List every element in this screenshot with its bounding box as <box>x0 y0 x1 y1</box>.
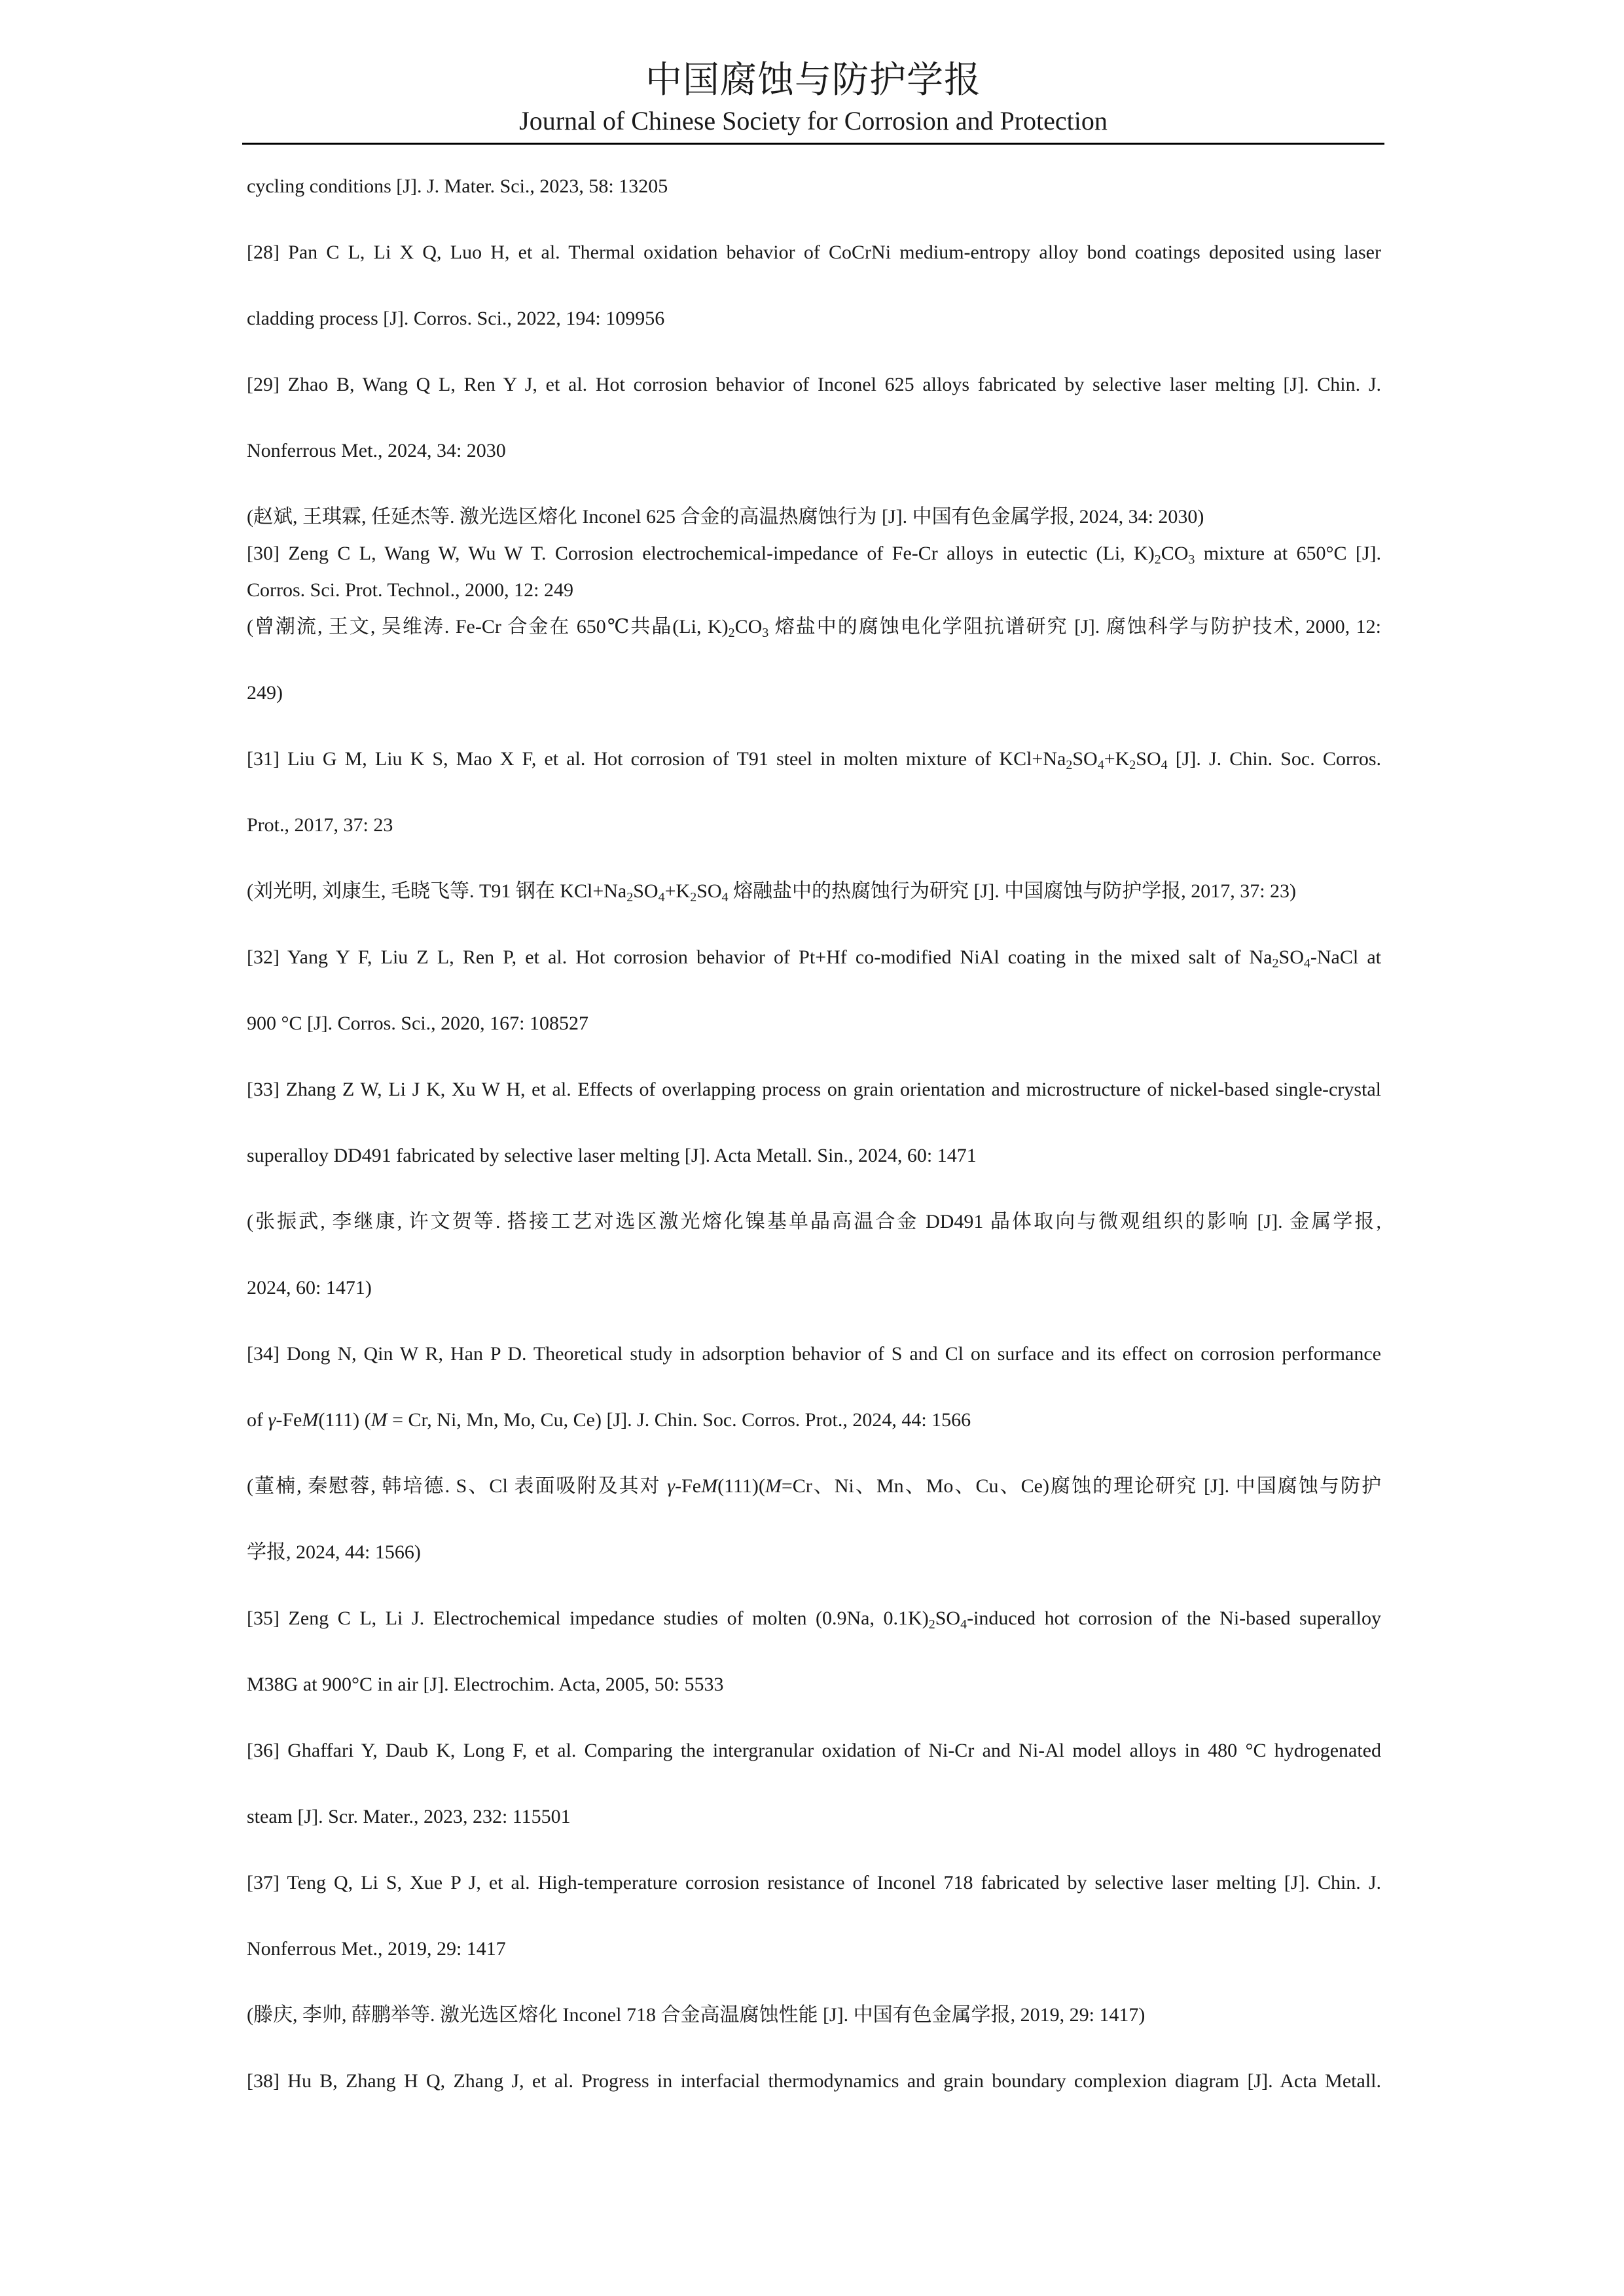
ref-line: Corros. Sci. Prot. Technol., 2000, 12: 249 <box>247 579 573 601</box>
ref-line-chinese: 学报, 2024, 44: 1566) <box>247 1541 421 1563</box>
reference-31 <box>247 744 1381 906</box>
reference-35 <box>247 1604 1381 1699</box>
ref-line: Prot., 2017, 37: 23 <box>247 814 393 836</box>
ref-line: [29] Zhao B, Wang Q L, Ren Y J, et al. Hot corrosion behavior of Inconel 625 alloys fabricated by selective laser melting [J]. Chin. J. <box>247 374 1381 395</box>
ref-line: [37] Teng Q, Li S, Xue P J, et al. High-temperature corrosion resistance of Inconel 718 fabricated by selective laser melting [J]. Chin. J. <box>247 1872 1381 1893</box>
reference-30 <box>247 539 1381 708</box>
ref-line-chinese: (董楠, 秦慰蓉, 韩培德. S、Cl 表面吸附及其对 γ-FeM(111)(M=Cr、Ni、Mn、Mo、Cu、Ce)腐蚀的理论研究 [J]. 中国腐蚀与防护 <box>247 1475 1381 1497</box>
ref-line: superalloy DD491 fabricated by selective laser melting [J]. Acta Metall. Sin., 2024, 60: 1471 <box>247 1145 977 1166</box>
ref-line: cycling conditions [J]. J. Mater. Sci., 2023, 58: 13205 <box>247 175 668 197</box>
ref-line: cladding process [J]. Corros. Sci., 2022, 194: 109956 <box>247 308 665 329</box>
ref-line: [38] Hu B, Zhang H Q, Zhang J, et al. Progress in interfacial thermodynamics and grain boundary complexion diagram [J]. Acta Metall. <box>247 2070 1381 2092</box>
ref-line: steam [J]. Scr. Mater., 2023, 232: 115501 <box>247 1806 571 1827</box>
ref-line-chinese: (刘光明, 刘康生, 毛晓飞等. T91 钢在 $KCl+Na_2SO_4+K_2SO_4$ 熔融盐中的热腐蚀行为研究 [J]. 中国腐蚀与防护学报, 2017, 37: 23) <box>247 880 1297 905</box>
ref-line-chinese: (滕庆, 李帅, 薛鹏举等. 激光选区熔化 Inconel 718 合金高温腐蚀性能 [J]. 中国有色金属学报, 2019, 29: 1417) <box>247 2004 1146 2026</box>
ref-line: [30] Zeng C L, Wang W, Wu W T. Corrosion electrochemical-impedance of Fe-Cr alloys in eutectic (Li, $K)_2CO_3$ mixture at 650°C [J]. <box>247 543 1382 567</box>
journal-title-english: Journal of Chinese Society for Corrosion and Protection <box>519 106 1108 135</box>
page-header <box>242 58 1384 137</box>
ref-line-chinese: 2024, 60: 1471) <box>247 1277 372 1299</box>
ref-line-chinese: (张振武, 李继康, 许文贺等. 搭接工艺对选区激光熔化镍基单晶高温合金 DD491 晶体取向与微观组织的影响 [J]. 金属学报, <box>247 1211 1381 1232</box>
ref-line-chinese: (曾潮流, 王文, 吴维涛. Fe-Cr 合金在 650℃共晶(Li, $K)_2CO_3$ 熔盐中的腐蚀电化学阻抗谱研究 [J]. 腐蚀科学与防护技术, 2000, 12: <box>247 616 1381 640</box>
ref-line: [34] Dong N, Qin W R, Han P D. Theoretical study in adsorption behavior of S and Cl on surface and its effect on corrosion performance <box>247 1343 1381 1365</box>
reference-37 <box>247 1868 1381 2030</box>
ref-line: of γ-FeM(111) (M = Cr, Ni, Mn, Mo, Cu, Ce) [J]. J. Chin. Soc. Corros. Prot., 2024, 44: 1566 <box>247 1409 971 1431</box>
ref-line: Nonferrous Met., 2024, 34: 2030 <box>247 440 506 461</box>
reference-34 <box>247 1339 1381 1567</box>
ref-line: [33] Zhang Z W, Li J K, Xu W H, et al. Effects of overlapping process on grain orientation and microstructure of nickel-based single-crystal <box>247 1079 1381 1100</box>
ref-line: [31] Liu G M, Liu K S, Mao X F, et al. Hot corrosion of T91 steel in molten mixture of $KCl+Na_2SO_4+K_2SO_4$ [J]. J. Chin. Soc. Corros. <box>247 748 1381 772</box>
ref-line: [35] Zeng C L, Li J. Electrochemical impedance studies of molten (0.9Na, $0.1K)_2SO_4$-induced hot corrosion of the Ni-based superalloy <box>247 1607 1381 1632</box>
reference-28 <box>247 238 1381 333</box>
header-rule <box>242 143 1384 145</box>
ref-line: 900 °C [J]. Corros. Sci., 2020, 167: 108527 <box>247 1013 588 1034</box>
reference-27-tail <box>247 171 1381 201</box>
reference-36 <box>247 1736 1381 1831</box>
ref-line: Nonferrous Met., 2019, 29: 1417 <box>247 1938 506 1960</box>
ref-line-chinese: (赵斌, 王琪霖, 任延杰等. 激光选区熔化 Inconel 625 合金的高温热腐蚀行为 [J]. 中国有色金属学报, 2024, 34: 2030) <box>247 506 1204 528</box>
journal-title-chinese: 中国腐蚀与防护学报 <box>645 60 981 101</box>
ref-line: M38G at 900°C in air [J]. Electrochim. Acta, 2005, 50: 5533 <box>247 1674 724 1695</box>
reference-38 <box>247 2066 1381 2096</box>
reference-32 <box>247 942 1381 1038</box>
ref-line: [32] Yang Y F, Liu Z L, Ren P, et al. Hot corrosion behavior of Pt+Hf co-modified NiAl coating in the mixed salt of $Na_2SO_4$-NaCl at <box>247 946 1381 971</box>
reference-list <box>247 171 1381 2096</box>
ref-line-chinese: 249) <box>247 682 283 704</box>
ref-line: [28] Pan C L, Li X Q, Luo H, et al. Thermal oxidation behavior of CoCrNi medium-entropy alloy bond coatings deposited using laser <box>247 242 1381 263</box>
reference-33 <box>247 1075 1381 1302</box>
reference-29 <box>247 370 1381 531</box>
ref-line: [36] Ghaffari Y, Daub K, Long F, et al. Comparing the intergranular oxidation of Ni-Cr and Ni-Al model alloys in 480 °C hydrogenated <box>247 1740 1381 1761</box>
